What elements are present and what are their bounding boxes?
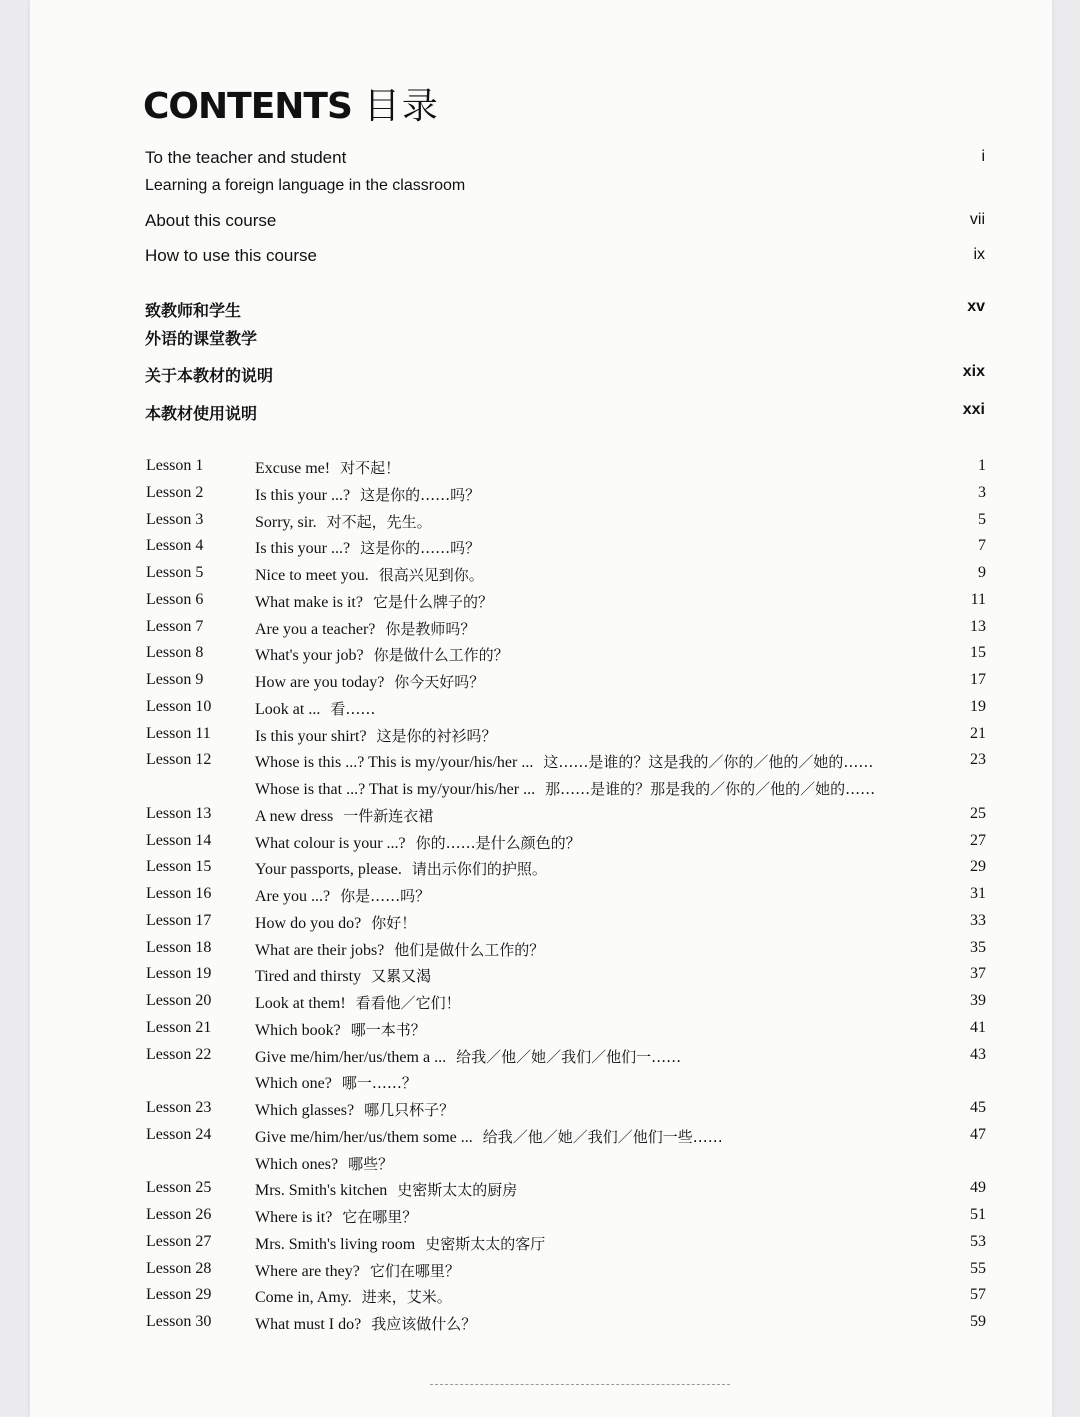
lesson-row[interactable] (146, 1310, 986, 1337)
lesson-title-en: Give me/him/her/us/them some ... (255, 1128, 473, 1146)
lesson-title-en: Where are they? (255, 1262, 360, 1280)
lesson-title-en: What's your job? (255, 647, 364, 665)
lesson-page: 41 (970, 1018, 986, 1036)
lesson-page: 15 (970, 644, 986, 662)
lesson-number: Lesson 2 (146, 483, 204, 501)
lesson-title-zh: 史密斯太太的客厅 (425, 1234, 546, 1253)
lesson-title-zh: 请出示你们的护照。 (411, 860, 547, 879)
lesson-page: 51 (970, 1206, 986, 1223)
lesson-row[interactable] (146, 641, 986, 668)
lesson-page: 33 (970, 911, 986, 929)
lesson-title-zh: 一件新连衣裙 (343, 806, 434, 825)
lesson-row[interactable] (146, 748, 986, 775)
lesson-title-en: Are you ...? (255, 888, 331, 905)
lesson-title-zh: 又累又渴 (371, 967, 432, 986)
lesson-title-en: Which one? (255, 1075, 332, 1093)
lesson-row[interactable] (146, 561, 986, 588)
lesson-title-en: Sorry, sir. (255, 513, 317, 531)
lesson-page: 35 (970, 938, 986, 956)
lesson-row[interactable] (146, 1043, 986, 1070)
lesson-row[interactable] (146, 1016, 986, 1043)
front-matter-cn-page: xix (962, 363, 985, 380)
lesson-number: Lesson 11 (146, 724, 211, 742)
lesson-row[interactable] (146, 668, 986, 695)
lesson-title-zh: 你是……吗？ (340, 887, 431, 905)
lesson-title-zh: 你是教师吗？ (385, 619, 476, 638)
title-en: CONTENTS (143, 86, 352, 127)
lesson-number: Lesson 8 (146, 644, 204, 662)
lesson-title-en: Excuse me! (255, 460, 331, 477)
lesson-title-zh: 对不起！ (340, 459, 401, 477)
lesson-number: Lesson 20 (146, 992, 212, 1009)
lesson-number: Lesson 7 (146, 617, 204, 635)
document-page (30, 0, 1052, 1417)
lesson-list (146, 454, 986, 1337)
lesson-number: Lesson 12 (146, 751, 212, 769)
lesson-title-en: Tired and thirsty (255, 968, 362, 986)
lesson-title-en: Is this your ...? (255, 540, 351, 558)
lesson-page: 47 (970, 1125, 986, 1143)
lesson-title-zh: 这……是谁的？这是我的／你的／他的／她的…… (543, 753, 874, 772)
lesson-title-en: Are you a teacher? (255, 620, 376, 638)
lesson-row[interactable] (146, 1069, 986, 1096)
lesson-title-zh: 你今天好吗？ (394, 673, 485, 691)
lesson-number: Lesson 29 (146, 1286, 212, 1304)
lesson-title-zh: 我应该做什么？ (371, 1315, 477, 1333)
lesson-page: 25 (970, 804, 986, 822)
lesson-title-en: What colour is your ...? (255, 834, 406, 852)
lesson-number: Lesson 1 (146, 457, 204, 474)
front-matter-cn-label: 外语的课堂教学 (145, 329, 258, 348)
lesson-title-en: What must I do? (255, 1316, 362, 1333)
lesson-title-zh: 给我／他／她／我们／他们一…… (456, 1047, 682, 1066)
lesson-title-zh: 给我／他／她／我们／他们一些…… (482, 1127, 723, 1146)
lesson-row[interactable] (146, 615, 986, 642)
lesson-title-en: Give me/him/her/us/them a ... (255, 1048, 447, 1066)
front-matter-entry[interactable] (145, 246, 985, 270)
front-matter-label: How to use this course (145, 246, 317, 265)
lesson-page: 17 (970, 671, 986, 688)
lesson-title-en: Whose is this ...? This is my/your/his/her ... (255, 754, 534, 772)
lesson-title-zh: 这是你的……吗？ (360, 539, 481, 558)
lesson-row[interactable] (146, 829, 986, 856)
lesson-title-en: Where is it? (255, 1209, 333, 1226)
front-matter-cn-entry[interactable] (145, 326, 985, 350)
front-matter-label: Learning a foreign language in the classroom (145, 177, 466, 194)
front-matter-entry[interactable] (145, 211, 985, 235)
lesson-number: Lesson 27 (146, 1232, 212, 1250)
lesson-page: 11 (970, 590, 986, 608)
lesson-row[interactable] (146, 909, 986, 936)
lesson-page: 55 (970, 1259, 986, 1277)
lesson-number: Lesson 25 (146, 1179, 212, 1197)
lesson-title-zh: 看…… (330, 699, 376, 718)
lesson-page: 37 (970, 965, 986, 983)
lesson-row[interactable] (146, 1123, 986, 1150)
lesson-title-zh: 进来，艾米。 (361, 1288, 452, 1307)
lesson-page: 7 (978, 537, 986, 555)
lesson-number: Lesson 13 (146, 804, 212, 822)
lesson-page: 43 (970, 1045, 986, 1063)
lesson-page: 49 (970, 1179, 986, 1197)
lesson-row[interactable] (146, 1203, 986, 1230)
front-matter-label: To the teacher and student (145, 148, 347, 167)
lesson-row[interactable] (146, 936, 986, 963)
lesson-row[interactable] (146, 1283, 986, 1310)
lesson-row[interactable] (146, 1257, 986, 1284)
lesson-title-zh: 哪几只杯子？ (364, 1101, 455, 1119)
lesson-number: Lesson 22 (146, 1045, 212, 1063)
front-matter-cn-page: xxi (962, 401, 985, 418)
lesson-row[interactable] (146, 989, 986, 1016)
lesson-title-en: Which ones? (255, 1155, 339, 1173)
lesson-row[interactable] (146, 508, 986, 535)
lesson-number: Lesson 18 (146, 938, 212, 956)
lesson-page: 39 (970, 992, 986, 1009)
lesson-title-en: Mrs. Smith's living room (255, 1235, 416, 1253)
front-matter-entry[interactable] (145, 177, 985, 201)
lesson-title-en: Which glasses? (255, 1102, 355, 1119)
lesson-row[interactable] (146, 802, 986, 829)
lesson-number: Lesson 16 (146, 885, 212, 902)
lesson-row[interactable] (146, 775, 986, 802)
lesson-page: 19 (970, 697, 986, 715)
front-matter-label: About this course (145, 211, 277, 230)
lesson-number: Lesson 24 (146, 1125, 212, 1143)
front-matter-cn-label: 关于本教材的说明 (145, 366, 274, 385)
lesson-title-en: Which book? (255, 1021, 341, 1039)
lesson-row[interactable] (146, 534, 986, 561)
lesson-title-en: Come in, Amy. (255, 1289, 352, 1307)
lesson-number: Lesson 9 (146, 671, 204, 688)
lesson-row[interactable] (146, 1096, 986, 1123)
lesson-row[interactable] (146, 882, 986, 909)
lesson-page: 21 (970, 724, 986, 742)
lesson-number: Lesson 10 (146, 697, 212, 715)
lesson-title-zh: 他们是做什么工作的？ (394, 940, 545, 959)
lesson-title-zh: 你是做什么工作的？ (373, 646, 509, 665)
lesson-row[interactable] (146, 695, 986, 722)
lesson-title-en: How are you today? (255, 674, 385, 691)
lesson-title-en: A new dress (255, 807, 334, 825)
lesson-row[interactable] (146, 1150, 986, 1177)
lesson-title-zh: 哪一……？ (341, 1074, 417, 1093)
lesson-title-zh: 那……是谁的？那是我的／你的／他的／她的…… (545, 780, 876, 798)
lesson-number: Lesson 6 (146, 590, 204, 608)
front-matter-cn-label: 本教材使用说明 (145, 404, 258, 423)
lesson-page: 57 (970, 1286, 986, 1304)
lesson-title-en: What make is it? (255, 593, 363, 611)
scan-artifact-divider (430, 1384, 730, 1387)
lesson-title-en: Look at them! (255, 995, 346, 1012)
lesson-title-zh: 这是你的……吗？ (360, 485, 481, 504)
lesson-number: Lesson 5 (146, 564, 204, 581)
front-matter-cn-entry[interactable] (145, 401, 985, 425)
lesson-page: 23 (970, 751, 986, 769)
lesson-number: Lesson 23 (146, 1099, 212, 1116)
front-matter-page: vii (969, 211, 985, 228)
lesson-row[interactable] (146, 454, 986, 481)
lesson-page: 9 (978, 564, 986, 581)
lesson-number: Lesson 14 (146, 831, 212, 849)
lesson-title-en: Nice to meet you. (255, 567, 369, 584)
lesson-row[interactable] (146, 588, 986, 615)
lesson-title-en: Mrs. Smith's kitchen (255, 1182, 388, 1200)
lesson-page: 59 (970, 1313, 986, 1330)
page-title (143, 78, 440, 129)
lesson-title-zh: 史密斯太太的厨房 (397, 1181, 518, 1200)
lesson-page: 29 (970, 858, 986, 876)
lesson-number: Lesson 3 (146, 510, 204, 528)
lesson-page: 27 (970, 831, 986, 849)
lesson-page: 5 (978, 510, 986, 528)
lesson-row[interactable] (146, 1176, 986, 1203)
lesson-title-zh: 这是你的衬衫吗？ (376, 726, 497, 745)
lesson-title-en: Whose is that ...? That is my/your/his/her ... (255, 781, 536, 798)
lesson-title-zh: 看看他／它们！ (355, 994, 461, 1012)
lesson-title-en: What are their jobs? (255, 941, 385, 959)
lesson-page: 3 (978, 483, 986, 501)
lesson-title-zh: 它们在哪里？ (369, 1261, 460, 1280)
lesson-row[interactable] (146, 962, 986, 989)
front-matter-cn-entry[interactable] (145, 298, 985, 322)
lesson-row[interactable] (146, 722, 986, 749)
lesson-page: 45 (970, 1099, 986, 1116)
lesson-title-en: Is this your ...? (255, 486, 351, 504)
lesson-title-zh: 它在哪里？ (342, 1208, 418, 1226)
lesson-title-zh: 哪一本书？ (350, 1020, 426, 1039)
lesson-title-zh: 哪些？ (348, 1154, 394, 1173)
lesson-title-zh: 很高兴见到你。 (378, 566, 484, 584)
lesson-number: Lesson 26 (146, 1206, 212, 1223)
front-matter-cn-entry[interactable] (145, 363, 985, 387)
lesson-page: 13 (970, 617, 986, 635)
lesson-number: Lesson 21 (146, 1018, 212, 1036)
lesson-title-en: How do you do? (255, 914, 362, 932)
lesson-page: 31 (970, 885, 986, 902)
lesson-page: 53 (970, 1232, 986, 1250)
lesson-number: Lesson 4 (146, 537, 204, 555)
lesson-page: 1 (978, 457, 986, 474)
lesson-title-en: Is this your shirt? (255, 727, 367, 745)
lesson-title-zh: 对不起，先生。 (326, 512, 432, 531)
lesson-row[interactable] (146, 481, 986, 508)
front-matter-cn-label: 致教师和学生 (145, 301, 242, 320)
front-matter-page: ix (973, 246, 985, 263)
lesson-title-zh: 它是什么牌子的？ (372, 592, 493, 611)
title-zh: 目录 (363, 86, 440, 127)
lesson-title-zh: 你好！ (371, 913, 417, 932)
lesson-number: Lesson 15 (146, 858, 212, 876)
lesson-number: Lesson 30 (146, 1313, 212, 1330)
front-matter-cn-page: xv (967, 298, 985, 315)
lesson-number: Lesson 19 (146, 965, 212, 983)
lesson-title-en: Your passports, please. (255, 861, 402, 879)
front-matter-page: i (981, 148, 985, 165)
lesson-row[interactable] (146, 1230, 986, 1257)
lesson-number: Lesson 28 (146, 1259, 212, 1277)
lesson-title-en: Look at ... (255, 700, 321, 718)
lesson-row[interactable] (146, 855, 986, 882)
front-matter-entry[interactable] (145, 148, 985, 172)
lesson-number: Lesson 17 (146, 911, 212, 929)
lesson-title-zh: 你的……是什么颜色的？ (415, 833, 581, 852)
